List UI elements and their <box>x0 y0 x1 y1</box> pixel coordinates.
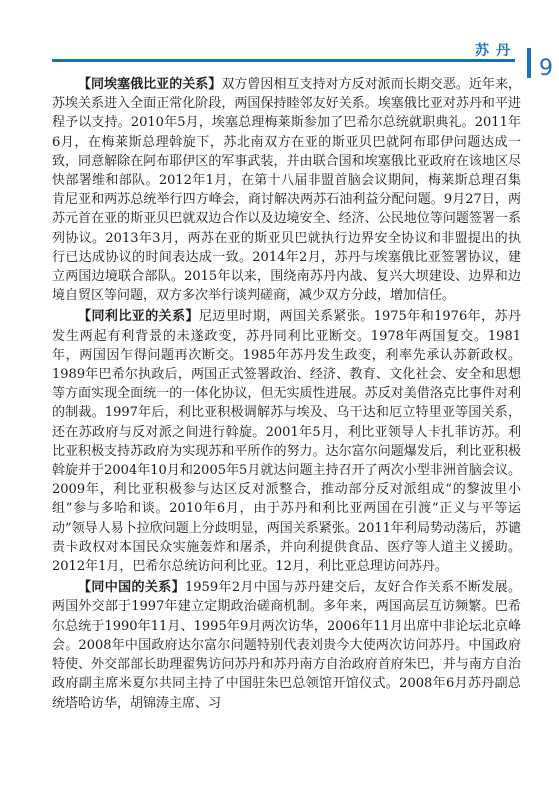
paragraph-libya <box>52 307 521 576</box>
section-title-ethiopia: 【同埃塞俄比亚的关系】 <box>78 77 222 92</box>
paragraph-china <box>52 578 521 712</box>
paragraph-text-ethiopia: 双方曾因相互支持对方反对派而长期交恶。近年来，苏埃关系进入全面正常化阶段，两国保持睦邻友好关系。埃塞俄比亚对苏丹和平进程予以支持。2010年5月，埃塞总理梅莱斯参加了巴希尔总统就职典礼。2011年6月，在梅莱斯总理斡旋下，苏北南双方在亚的斯亚贝巴就阿布耶伊问题达成一致，同意解除在阿布耶伊区的军事武装，并由联合国和埃塞俄比亚政府在该地区尽快部署维和部队。2012年1月，在第十八届非盟首脑会议期间，梅莱斯总理召集肯尼亚和两苏总统举行四方峰会，商讨解决两苏石油利益分配问题。9月27日，两苏元首在亚的斯亚贝巴就双边合作以及边境安全、经济、公民地位等问题签署一系列协议。2013年3月，两苏在亚的斯亚贝巴就执行边界安全协议和非盟提出的执行已达成协议的时间表达成一致。2014年2月，苏丹与埃塞俄比亚签署协议，建立两国边境联合部队。2015年以来，围绕南苏丹内战、复兴大坝建设、边界和边境自贸区等问题，双方多次举行谈判磋商，减少双方分歧，增加信任。 <box>52 77 521 304</box>
page-number: 9 <box>539 56 553 81</box>
header-tab-marker <box>527 48 531 78</box>
paragraph-ethiopia <box>52 75 521 305</box>
body-text <box>52 75 521 715</box>
page-header <box>0 0 559 80</box>
section-title-china: 【同中国的关系】 <box>78 580 186 596</box>
section-title-libya: 【同利比亚的关系】 <box>78 309 199 325</box>
running-header-title: 苏丹 <box>475 43 517 59</box>
paragraph-text-china: 1959年2月中国与苏丹建交后，友好合作关系不断发展。两国外交部于1997年建立定期政治磋商机制。多年来，两国高层互访频繁。巴希尔总统于1990年11月、1995年9月两次访华，2006年11月出席中非论坛北京峰会。2008年中国政府达尔富尔问题特别代表刘贵今大使两次访问苏丹。中国政府特使、外交部部长助理翟隽访问苏丹和苏丹南方自治政府首府朱巴，并与南方自治政府副主席米夏尔共同主持了中国驻朱巴总领馆开馆仪式。2008年6月苏丹副总统塔哈访华，胡锦涛主席、习 <box>52 580 521 711</box>
header-rule <box>52 59 515 62</box>
paragraph-text-libya: 尼迈里时期，两国关系紧张。1975年和1976年，苏丹发生两起有利背景的未遂政变，苏丹同利比亚断交。1978年两国复交。1981年，两国因乍得问题再次断交。1985年苏丹发生政变，利率先承认苏新政权。1989年巴希尔执政后，两国正式签署政治、经济、教育、文化社会、安全和思想等方面实现全面统一的一体化协议，但无实质性进展。苏反对美借洛克比事件对利的制裁。1997年后，利比亚积极调解苏与埃及、乌干达和厄立特里亚等国关系，还在苏政府与反对派之间进行斡旋。2001年5月，利比亚领导人卡扎菲访苏。利比亚积极支持苏政府为实现苏和平所作的努力。达尔富尔问题爆发后，利比亚积极斡旋并于2004年10月和2005年5月就达问题主持召开了两次小型非洲首脑会议。2009年，利比亚积极参与达区反对派整合，推动部分反对派组成“的黎波里小组”参与多哈和谈。2010年6月，由于苏丹和利比亚两国在引渡“正义与平等运动”领导人易卜拉欣问题上分歧明显，两国关系紧张。2011年利局势动荡后，苏谴责卡政权对本国民众实施轰炸和屠杀，并向利提供食品、医疗等人道主义援助。2012年1月，巴希尔总统访问利比亚。12月，利比亚总理访问苏丹。 <box>52 309 521 575</box>
